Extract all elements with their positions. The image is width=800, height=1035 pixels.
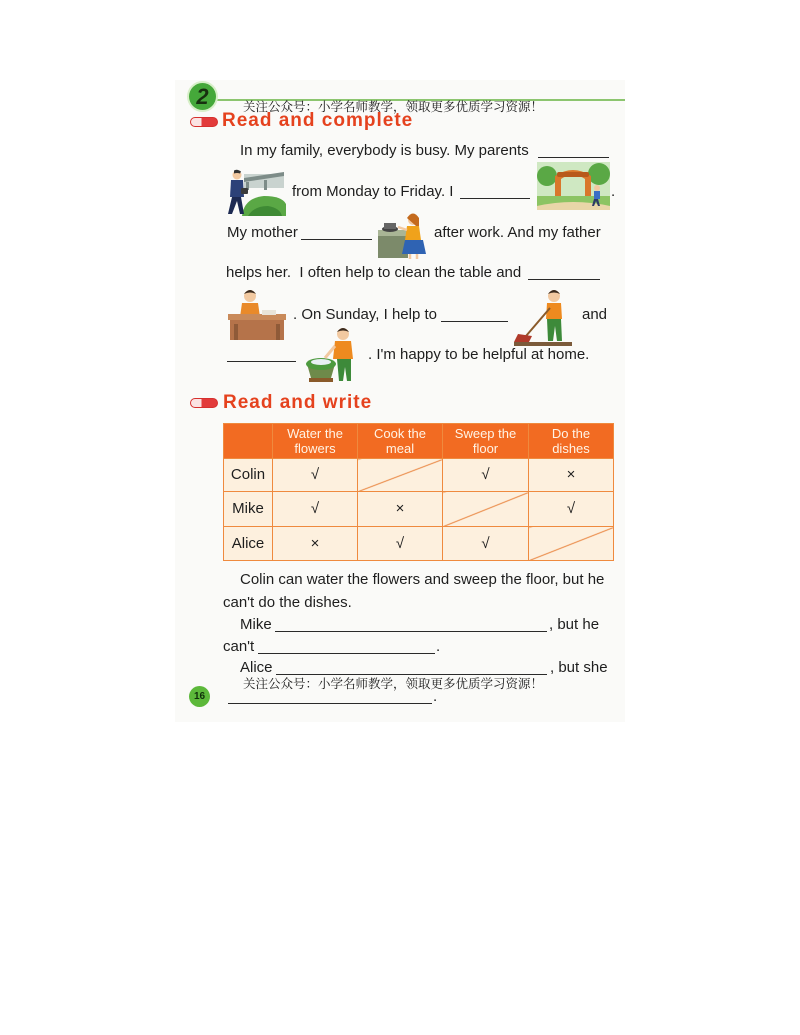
answer-blank — [538, 142, 609, 158]
answer-tail: , but she — [550, 659, 608, 676]
answer-tail: . — [436, 638, 441, 655]
column-header-label: Cook the meal — [373, 426, 427, 456]
answer-tail: . — [433, 688, 438, 705]
wiping-table-illustration — [228, 286, 289, 342]
passage-text: helps her. I often help to clean the table and — [226, 264, 522, 281]
table-corner-cell — [224, 424, 273, 459]
passage-text: after work. And my father — [434, 224, 601, 241]
answer-blank — [228, 688, 432, 704]
watermark-top: 关注公众号：小学名师教学，领取更多优质学习资源！ — [243, 99, 544, 114]
column-header — [273, 424, 358, 459]
table-row — [224, 492, 614, 527]
page-number-badge — [189, 686, 210, 707]
mark-cell: √ — [443, 459, 529, 492]
read-and-write-heading: Read and write — [223, 392, 373, 413]
column-header-label: Water the flowers — [287, 426, 343, 456]
mark-cell: × — [529, 459, 614, 492]
mark-cell: √ — [273, 492, 358, 527]
section-number: 2 — [196, 84, 209, 109]
table-row — [224, 527, 614, 561]
sweeping-floor-illustration — [514, 286, 572, 346]
mark-cell: √ — [529, 492, 614, 527]
mark-cell: √ — [443, 527, 529, 561]
crossed-out-cell — [529, 527, 614, 561]
answer-blank — [258, 638, 435, 654]
answer-tail: , but he — [549, 616, 600, 633]
crossed-out-cell — [443, 492, 529, 527]
answer-blank — [301, 224, 372, 240]
answer-lead: Mike — [240, 616, 272, 633]
passage-text: . I'm happy to be helpful at home. — [368, 346, 590, 363]
watermark-bottom: 关注公众号：小学名师教学，领取更多优质学习资源！ — [243, 676, 544, 691]
answer-blank — [275, 616, 547, 632]
mark-cell: √ — [358, 527, 443, 561]
column-header-label: Do the dishes — [551, 426, 591, 456]
row-name: Colin — [224, 459, 273, 492]
answer-blank — [528, 264, 600, 280]
walking-to-work-illustration — [224, 168, 286, 216]
crossed-out-cell — [358, 459, 443, 492]
passage-text: My mother — [227, 224, 298, 241]
passage-text: . On Sunday, I help to — [293, 306, 437, 323]
answer-lead: can't — [223, 638, 255, 655]
row-name: Mike — [224, 492, 273, 527]
park-illustration — [537, 162, 610, 210]
row-name: Alice — [224, 527, 273, 561]
column-header — [443, 424, 529, 459]
cooking-illustration — [376, 212, 429, 260]
mark-cell: × — [273, 527, 358, 561]
table-row — [224, 459, 614, 492]
mark-cell: √ — [273, 459, 358, 492]
passage-text: from Monday to Friday. I — [292, 183, 454, 200]
column-header — [529, 424, 614, 459]
answer-lead: Alice — [240, 659, 273, 676]
passage-text: In my family, everybody is busy. My parents — [240, 142, 529, 159]
section-number-badge — [189, 83, 216, 110]
bullet-pill-icon — [190, 117, 218, 127]
washing-dishes-illustration — [305, 324, 363, 384]
read-and-complete-heading: Read and complete — [222, 110, 414, 131]
answer-blank — [441, 306, 508, 322]
answer-blank — [276, 659, 547, 675]
table-header-row — [224, 424, 614, 459]
example-sentence: Colin can water the flowers and sweep the floor, but he — [240, 571, 605, 588]
column-header — [358, 424, 443, 459]
column-header-label: Sweep the floor — [454, 426, 517, 456]
answer-blank — [227, 346, 296, 362]
bullet-pill-icon — [190, 398, 218, 408]
example-sentence: can't do the dishes. — [223, 594, 352, 611]
passage-text: and — [582, 306, 608, 323]
mark-cell: × — [358, 492, 443, 527]
page-number: 16 — [193, 691, 206, 702]
passage-text: . — [611, 183, 616, 200]
answer-blank — [460, 183, 530, 199]
chores-table — [223, 423, 614, 561]
